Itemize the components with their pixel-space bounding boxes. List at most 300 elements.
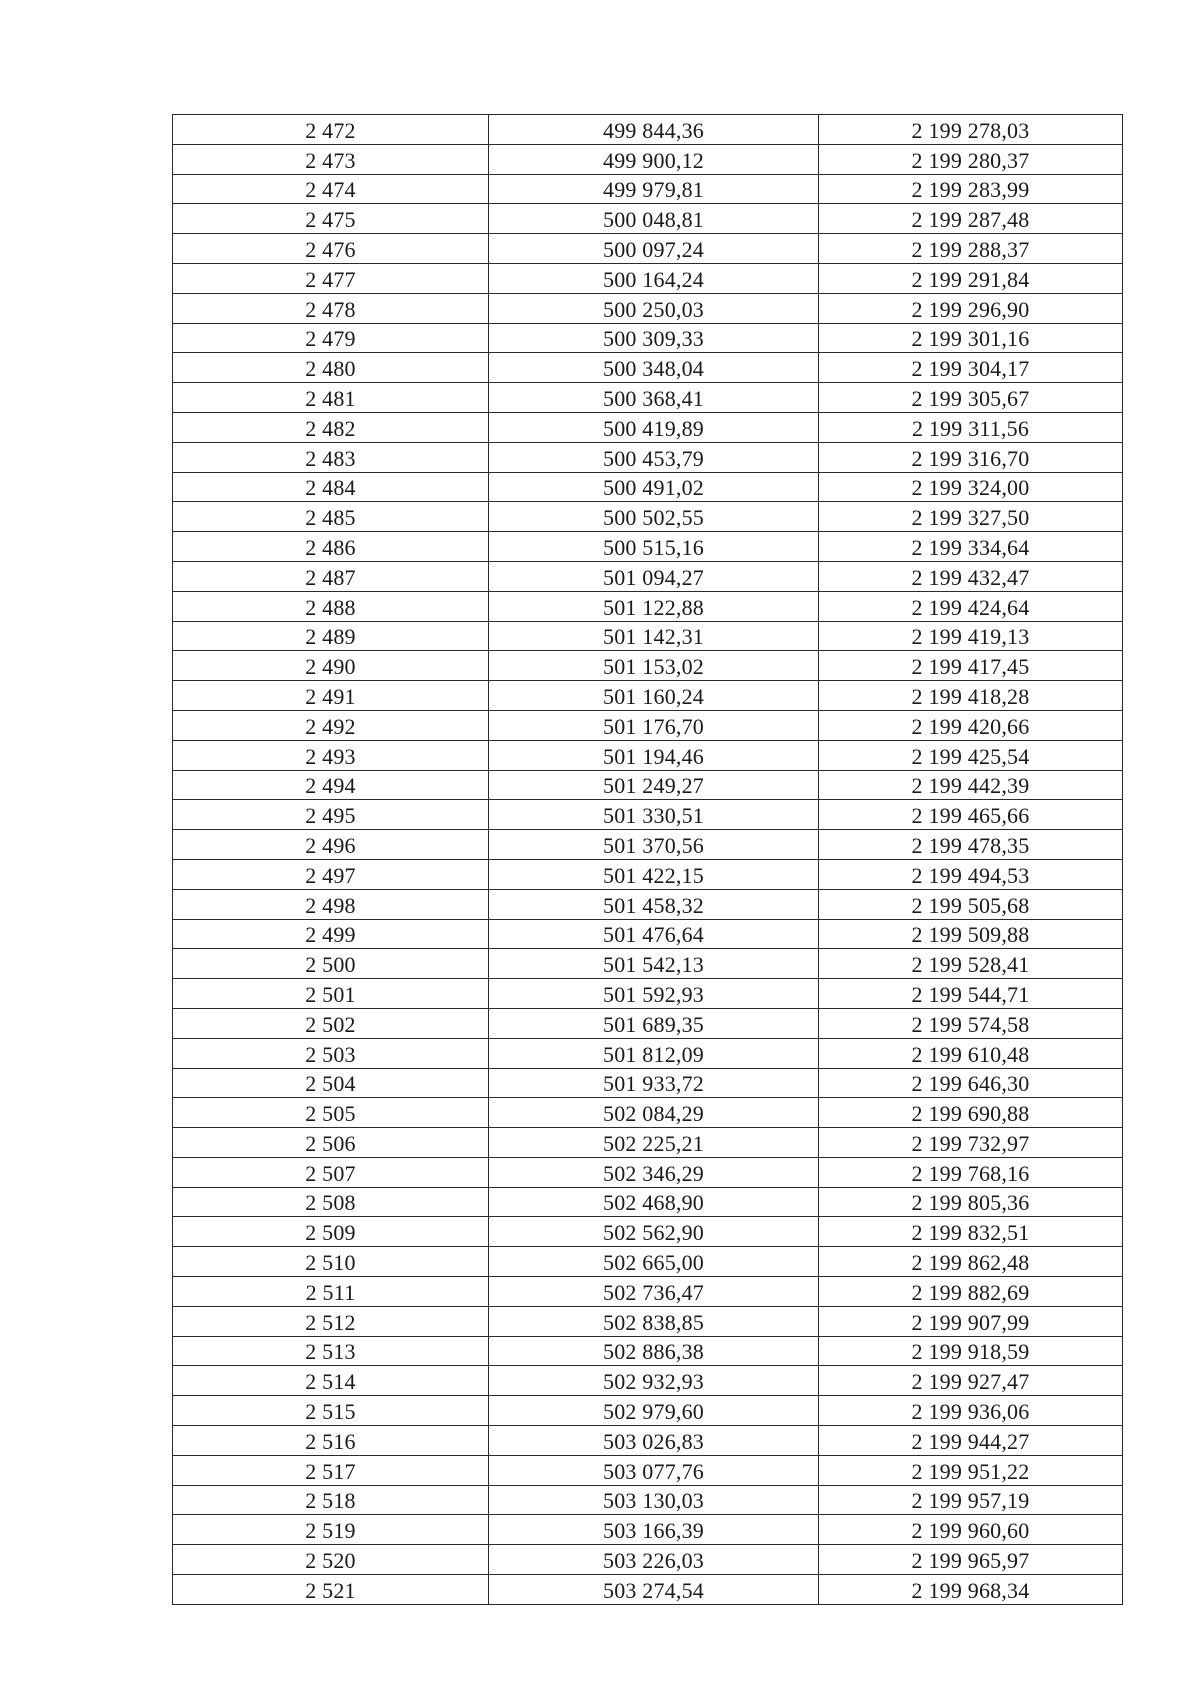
y-coordinate-cell xyxy=(819,651,1123,681)
point-number-text: 2 492 xyxy=(305,713,356,739)
table-row xyxy=(173,651,1123,681)
table-row xyxy=(173,234,1123,264)
y-coordinate-cell xyxy=(819,1306,1123,1336)
point-number-cell xyxy=(173,1575,489,1605)
x-coordinate-text: 501 933,72 xyxy=(603,1071,704,1097)
point-number-cell xyxy=(173,412,489,442)
x-coordinate-cell xyxy=(489,263,819,293)
y-coordinate-cell xyxy=(819,1008,1123,1038)
point-number-text: 2 488 xyxy=(305,594,356,620)
y-coordinate-cell xyxy=(819,770,1123,800)
point-number-text: 2 486 xyxy=(305,534,356,560)
point-number-cell xyxy=(173,234,489,264)
y-coordinate-cell xyxy=(819,1277,1123,1307)
y-coordinate-cell xyxy=(819,1545,1123,1575)
point-number-cell xyxy=(173,1187,489,1217)
y-coordinate-text: 2 199 327,50 xyxy=(911,505,1030,531)
y-coordinate-text: 2 199 574,58 xyxy=(911,1011,1030,1037)
point-number-text: 2 512 xyxy=(305,1309,356,1335)
y-coordinate-cell xyxy=(819,1038,1123,1068)
point-number-text: 2 476 xyxy=(305,236,356,262)
table-row xyxy=(173,204,1123,234)
table-row xyxy=(173,740,1123,770)
x-coordinate-cell xyxy=(489,1366,819,1396)
y-coordinate-text: 2 199 907,99 xyxy=(911,1309,1030,1335)
point-number-cell xyxy=(173,1217,489,1247)
point-number-text: 2 485 xyxy=(305,505,356,531)
y-coordinate-cell xyxy=(819,1157,1123,1187)
table-row xyxy=(173,1187,1123,1217)
x-coordinate-cell xyxy=(489,1336,819,1366)
x-coordinate-text: 499 900,12 xyxy=(603,147,704,173)
y-coordinate-cell xyxy=(819,442,1123,472)
y-coordinate-text: 2 199 465,66 xyxy=(911,803,1030,829)
x-coordinate-text: 501 160,24 xyxy=(603,683,704,709)
point-number-cell xyxy=(173,1277,489,1307)
x-coordinate-text: 502 736,47 xyxy=(603,1279,704,1305)
x-coordinate-text: 500 048,81 xyxy=(603,207,704,233)
y-coordinate-cell xyxy=(819,234,1123,264)
y-coordinate-cell xyxy=(819,1366,1123,1396)
x-coordinate-text: 500 502,55 xyxy=(603,505,704,531)
point-number-text: 2 506 xyxy=(305,1130,356,1156)
x-coordinate-text: 501 422,15 xyxy=(603,862,704,888)
table-row xyxy=(173,263,1123,293)
y-coordinate-cell xyxy=(819,1336,1123,1366)
point-number-cell xyxy=(173,1008,489,1038)
x-coordinate-text: 500 419,89 xyxy=(603,415,704,441)
x-coordinate-text: 502 084,29 xyxy=(603,1101,704,1127)
x-coordinate-cell xyxy=(489,1485,819,1515)
y-coordinate-text: 2 199 442,39 xyxy=(911,773,1030,799)
x-coordinate-cell xyxy=(489,621,819,651)
table-row xyxy=(173,1068,1123,1098)
table-row xyxy=(173,1515,1123,1545)
y-coordinate-text: 2 199 544,71 xyxy=(911,981,1030,1007)
y-coordinate-cell xyxy=(819,1426,1123,1456)
table-row xyxy=(173,532,1123,562)
point-number-text: 2 490 xyxy=(305,654,356,680)
point-number-text: 2 521 xyxy=(305,1577,356,1603)
y-coordinate-cell xyxy=(819,293,1123,323)
point-number-cell xyxy=(173,1157,489,1187)
point-number-cell xyxy=(173,979,489,1009)
table-row xyxy=(173,621,1123,651)
point-number-cell xyxy=(173,859,489,889)
x-coordinate-cell xyxy=(489,949,819,979)
point-number-text: 2 484 xyxy=(305,475,356,501)
y-coordinate-text: 2 199 417,45 xyxy=(911,654,1030,680)
point-number-text: 2 507 xyxy=(305,1160,356,1186)
table-row xyxy=(173,174,1123,204)
x-coordinate-text: 500 491,02 xyxy=(603,475,704,501)
y-coordinate-text: 2 199 301,16 xyxy=(911,326,1030,352)
x-coordinate-cell xyxy=(489,472,819,502)
x-coordinate-cell xyxy=(489,1545,819,1575)
point-number-cell xyxy=(173,710,489,740)
y-coordinate-text: 2 199 882,69 xyxy=(911,1279,1030,1305)
y-coordinate-cell xyxy=(819,532,1123,562)
table-row xyxy=(173,502,1123,532)
table-row xyxy=(173,1217,1123,1247)
point-number-text: 2 481 xyxy=(305,385,356,411)
x-coordinate-cell xyxy=(489,1128,819,1158)
y-coordinate-text: 2 199 304,17 xyxy=(911,356,1030,382)
table-row xyxy=(173,859,1123,889)
point-number-text: 2 478 xyxy=(305,296,356,322)
y-coordinate-text: 2 199 927,47 xyxy=(911,1369,1030,1395)
table-row xyxy=(173,1336,1123,1366)
y-coordinate-cell xyxy=(819,472,1123,502)
y-coordinate-text: 2 199 957,19 xyxy=(911,1488,1030,1514)
table-row xyxy=(173,1008,1123,1038)
y-coordinate-cell xyxy=(819,681,1123,711)
x-coordinate-cell xyxy=(489,502,819,532)
x-coordinate-text: 501 176,70 xyxy=(603,713,704,739)
point-number-text: 2 493 xyxy=(305,743,356,769)
point-number-cell xyxy=(173,1247,489,1277)
table-row xyxy=(173,591,1123,621)
x-coordinate-text: 501 370,56 xyxy=(603,832,704,858)
y-coordinate-cell xyxy=(819,1396,1123,1426)
point-number-text: 2 516 xyxy=(305,1428,356,1454)
point-number-cell xyxy=(173,1128,489,1158)
y-coordinate-text: 2 199 732,97 xyxy=(911,1130,1030,1156)
x-coordinate-cell xyxy=(489,1515,819,1545)
y-coordinate-cell xyxy=(819,561,1123,591)
y-coordinate-cell xyxy=(819,174,1123,204)
point-number-cell xyxy=(173,1038,489,1068)
x-coordinate-text: 501 122,88 xyxy=(603,594,704,620)
x-coordinate-text: 501 153,02 xyxy=(603,654,704,680)
x-coordinate-cell xyxy=(489,889,819,919)
point-number-text: 2 502 xyxy=(305,1011,356,1037)
y-coordinate-cell xyxy=(819,1485,1123,1515)
x-coordinate-text: 501 330,51 xyxy=(603,803,704,829)
x-coordinate-text: 500 515,16 xyxy=(603,534,704,560)
point-number-text: 2 498 xyxy=(305,892,356,918)
x-coordinate-cell xyxy=(489,1575,819,1605)
x-coordinate-text: 501 249,27 xyxy=(603,773,704,799)
x-coordinate-cell xyxy=(489,532,819,562)
y-coordinate-cell xyxy=(819,949,1123,979)
point-number-text: 2 515 xyxy=(305,1399,356,1425)
x-coordinate-cell xyxy=(489,1008,819,1038)
y-coordinate-text: 2 199 918,59 xyxy=(911,1339,1030,1365)
point-number-cell xyxy=(173,502,489,532)
x-coordinate-cell xyxy=(489,174,819,204)
point-number-text: 2 477 xyxy=(305,266,356,292)
x-coordinate-text: 501 542,13 xyxy=(603,952,704,978)
table-row xyxy=(173,889,1123,919)
x-coordinate-cell xyxy=(489,830,819,860)
y-coordinate-text: 2 199 283,99 xyxy=(911,177,1030,203)
table-row xyxy=(173,770,1123,800)
table-row xyxy=(173,1396,1123,1426)
point-number-cell xyxy=(173,323,489,353)
table-row xyxy=(173,144,1123,174)
y-coordinate-text: 2 199 768,16 xyxy=(911,1160,1030,1186)
x-coordinate-cell xyxy=(489,1068,819,1098)
point-number-text: 2 473 xyxy=(305,147,356,173)
point-number-text: 2 499 xyxy=(305,922,356,948)
table-row xyxy=(173,1426,1123,1456)
y-coordinate-text: 2 199 311,56 xyxy=(911,415,1030,441)
point-number-cell xyxy=(173,830,489,860)
x-coordinate-cell xyxy=(489,1157,819,1187)
point-number-cell xyxy=(173,591,489,621)
y-coordinate-text: 2 199 296,90 xyxy=(911,296,1030,322)
x-coordinate-cell xyxy=(489,1098,819,1128)
point-number-text: 2 497 xyxy=(305,862,356,888)
x-coordinate-text: 502 932,93 xyxy=(603,1369,704,1395)
x-coordinate-cell xyxy=(489,740,819,770)
y-coordinate-cell xyxy=(819,263,1123,293)
y-coordinate-text: 2 199 424,64 xyxy=(911,594,1030,620)
y-coordinate-text: 2 199 505,68 xyxy=(911,892,1030,918)
x-coordinate-cell xyxy=(489,1396,819,1426)
table-row xyxy=(173,1038,1123,1068)
x-coordinate-text: 502 838,85 xyxy=(603,1309,704,1335)
point-number-cell xyxy=(173,1098,489,1128)
x-coordinate-cell xyxy=(489,1306,819,1336)
y-coordinate-text: 2 199 805,36 xyxy=(911,1190,1030,1216)
point-number-cell xyxy=(173,889,489,919)
table-row xyxy=(173,472,1123,502)
point-number-text: 2 518 xyxy=(305,1488,356,1514)
y-coordinate-text: 2 199 862,48 xyxy=(911,1250,1030,1276)
y-coordinate-cell xyxy=(819,740,1123,770)
y-coordinate-cell xyxy=(819,115,1123,145)
x-coordinate-text: 499 979,81 xyxy=(603,177,704,203)
x-coordinate-cell xyxy=(489,770,819,800)
y-coordinate-text: 2 199 690,88 xyxy=(911,1101,1030,1127)
point-number-cell xyxy=(173,561,489,591)
y-coordinate-cell xyxy=(819,1455,1123,1485)
table-row xyxy=(173,1366,1123,1396)
y-coordinate-text: 2 199 646,30 xyxy=(911,1071,1030,1097)
point-number-text: 2 520 xyxy=(305,1548,356,1574)
table-row xyxy=(173,442,1123,472)
point-number-cell xyxy=(173,1545,489,1575)
x-coordinate-text: 500 097,24 xyxy=(603,236,704,262)
x-coordinate-text: 502 346,29 xyxy=(603,1160,704,1186)
x-coordinate-cell xyxy=(489,1426,819,1456)
y-coordinate-text: 2 199 280,37 xyxy=(911,147,1030,173)
point-number-text: 2 504 xyxy=(305,1071,356,1097)
y-coordinate-text: 2 199 832,51 xyxy=(911,1220,1030,1246)
y-coordinate-cell xyxy=(819,591,1123,621)
y-coordinate-text: 2 199 334,64 xyxy=(911,534,1030,560)
y-coordinate-text: 2 199 478,35 xyxy=(911,832,1030,858)
point-number-text: 2 509 xyxy=(305,1220,356,1246)
x-coordinate-cell xyxy=(489,859,819,889)
point-number-text: 2 480 xyxy=(305,356,356,382)
x-coordinate-cell xyxy=(489,293,819,323)
y-coordinate-cell xyxy=(819,800,1123,830)
y-coordinate-cell xyxy=(819,830,1123,860)
x-coordinate-text: 500 368,41 xyxy=(603,385,704,411)
table-row xyxy=(173,1485,1123,1515)
table-row xyxy=(173,1545,1123,1575)
point-number-text: 2 510 xyxy=(305,1250,356,1276)
y-coordinate-cell xyxy=(819,859,1123,889)
x-coordinate-cell xyxy=(489,1455,819,1485)
point-number-text: 2 517 xyxy=(305,1458,356,1484)
point-number-cell xyxy=(173,204,489,234)
x-coordinate-text: 503 026,83 xyxy=(603,1428,704,1454)
y-coordinate-cell xyxy=(819,323,1123,353)
point-number-cell xyxy=(173,1515,489,1545)
y-coordinate-text: 2 199 288,37 xyxy=(911,236,1030,262)
point-number-text: 2 487 xyxy=(305,564,356,590)
x-coordinate-text: 499 844,36 xyxy=(603,117,704,143)
table-row xyxy=(173,681,1123,711)
y-coordinate-text: 2 199 291,84 xyxy=(911,266,1030,292)
y-coordinate-text: 2 199 965,97 xyxy=(911,1548,1030,1574)
point-number-cell xyxy=(173,442,489,472)
point-number-cell xyxy=(173,621,489,651)
x-coordinate-cell xyxy=(489,115,819,145)
x-coordinate-cell xyxy=(489,144,819,174)
point-number-cell xyxy=(173,174,489,204)
x-coordinate-text: 502 665,00 xyxy=(603,1250,704,1276)
point-number-text: 2 494 xyxy=(305,773,356,799)
point-number-cell xyxy=(173,144,489,174)
point-number-cell xyxy=(173,1306,489,1336)
point-number-cell xyxy=(173,1068,489,1098)
table-row xyxy=(173,710,1123,740)
point-number-cell xyxy=(173,919,489,949)
coordinates-table-body xyxy=(173,115,1123,1605)
x-coordinate-text: 501 094,27 xyxy=(603,564,704,590)
point-number-text: 2 474 xyxy=(305,177,356,203)
y-coordinate-text: 2 199 287,48 xyxy=(911,207,1030,233)
y-coordinate-text: 2 199 324,00 xyxy=(911,475,1030,501)
point-number-text: 2 505 xyxy=(305,1101,356,1127)
point-number-text: 2 472 xyxy=(305,117,356,143)
table-row xyxy=(173,949,1123,979)
point-number-cell xyxy=(173,770,489,800)
y-coordinate-cell xyxy=(819,353,1123,383)
table-row xyxy=(173,830,1123,860)
x-coordinate-cell xyxy=(489,979,819,1009)
x-coordinate-text: 501 592,93 xyxy=(603,981,704,1007)
table-row xyxy=(173,1157,1123,1187)
table-row xyxy=(173,1128,1123,1158)
x-coordinate-text: 503 274,54 xyxy=(603,1577,704,1603)
point-number-cell xyxy=(173,1426,489,1456)
x-coordinate-cell xyxy=(489,919,819,949)
point-number-text: 2 495 xyxy=(305,803,356,829)
table-row xyxy=(173,1277,1123,1307)
x-coordinate-cell xyxy=(489,234,819,264)
x-coordinate-cell xyxy=(489,1038,819,1068)
y-coordinate-cell xyxy=(819,889,1123,919)
point-number-cell xyxy=(173,532,489,562)
x-coordinate-cell xyxy=(489,1187,819,1217)
point-number-text: 2 475 xyxy=(305,207,356,233)
point-number-cell xyxy=(173,1336,489,1366)
point-number-text: 2 511 xyxy=(305,1279,356,1305)
x-coordinate-text: 502 886,38 xyxy=(603,1339,704,1365)
y-coordinate-cell xyxy=(819,502,1123,532)
table-row xyxy=(173,979,1123,1009)
point-number-cell xyxy=(173,1485,489,1515)
point-number-cell xyxy=(173,353,489,383)
y-coordinate-cell xyxy=(819,1128,1123,1158)
x-coordinate-text: 500 453,79 xyxy=(603,445,704,471)
y-coordinate-cell xyxy=(819,204,1123,234)
table-row xyxy=(173,1247,1123,1277)
y-coordinate-cell xyxy=(819,919,1123,949)
x-coordinate-text: 501 142,31 xyxy=(603,624,704,650)
x-coordinate-text: 502 979,60 xyxy=(603,1399,704,1425)
x-coordinate-cell xyxy=(489,561,819,591)
y-coordinate-cell xyxy=(819,1247,1123,1277)
x-coordinate-text: 500 250,03 xyxy=(603,296,704,322)
x-coordinate-text: 500 348,04 xyxy=(603,356,704,382)
point-number-cell xyxy=(173,949,489,979)
point-number-cell xyxy=(173,1366,489,1396)
y-coordinate-text: 2 199 316,70 xyxy=(911,445,1030,471)
table-row xyxy=(173,412,1123,442)
point-number-text: 2 519 xyxy=(305,1518,356,1544)
point-number-text: 2 508 xyxy=(305,1190,356,1216)
x-coordinate-cell xyxy=(489,800,819,830)
x-coordinate-cell xyxy=(489,1247,819,1277)
table-row xyxy=(173,115,1123,145)
x-coordinate-cell xyxy=(489,353,819,383)
y-coordinate-text: 2 199 278,03 xyxy=(911,117,1030,143)
x-coordinate-text: 501 812,09 xyxy=(603,1041,704,1067)
y-coordinate-cell xyxy=(819,1515,1123,1545)
x-coordinate-text: 501 194,46 xyxy=(603,743,704,769)
y-coordinate-cell xyxy=(819,1575,1123,1605)
table-row xyxy=(173,1455,1123,1485)
y-coordinate-text: 2 199 425,54 xyxy=(911,743,1030,769)
point-number-cell xyxy=(173,293,489,323)
table-row xyxy=(173,1306,1123,1336)
x-coordinate-cell xyxy=(489,710,819,740)
x-coordinate-text: 501 689,35 xyxy=(603,1011,704,1037)
y-coordinate-text: 2 199 509,88 xyxy=(911,922,1030,948)
x-coordinate-text: 501 476,64 xyxy=(603,922,704,948)
y-coordinate-cell xyxy=(819,1068,1123,1098)
y-coordinate-text: 2 199 305,67 xyxy=(911,385,1030,411)
table-row xyxy=(173,383,1123,413)
coordinates-table xyxy=(172,114,1123,1605)
point-number-cell xyxy=(173,383,489,413)
y-coordinate-text: 2 199 936,06 xyxy=(911,1399,1030,1425)
point-number-text: 2 514 xyxy=(305,1369,356,1395)
x-coordinate-text: 502 562,90 xyxy=(603,1220,704,1246)
point-number-cell xyxy=(173,472,489,502)
y-coordinate-text: 2 199 494,53 xyxy=(911,862,1030,888)
table-row xyxy=(173,353,1123,383)
y-coordinate-text: 2 199 418,28 xyxy=(911,683,1030,709)
y-coordinate-text: 2 199 951,22 xyxy=(911,1458,1030,1484)
y-coordinate-text: 2 199 960,60 xyxy=(911,1518,1030,1544)
point-number-text: 2 491 xyxy=(305,683,356,709)
point-number-cell xyxy=(173,1455,489,1485)
point-number-cell xyxy=(173,651,489,681)
x-coordinate-cell xyxy=(489,204,819,234)
x-coordinate-cell xyxy=(489,651,819,681)
y-coordinate-cell xyxy=(819,979,1123,1009)
point-number-text: 2 501 xyxy=(305,981,356,1007)
y-coordinate-text: 2 199 528,41 xyxy=(911,952,1030,978)
